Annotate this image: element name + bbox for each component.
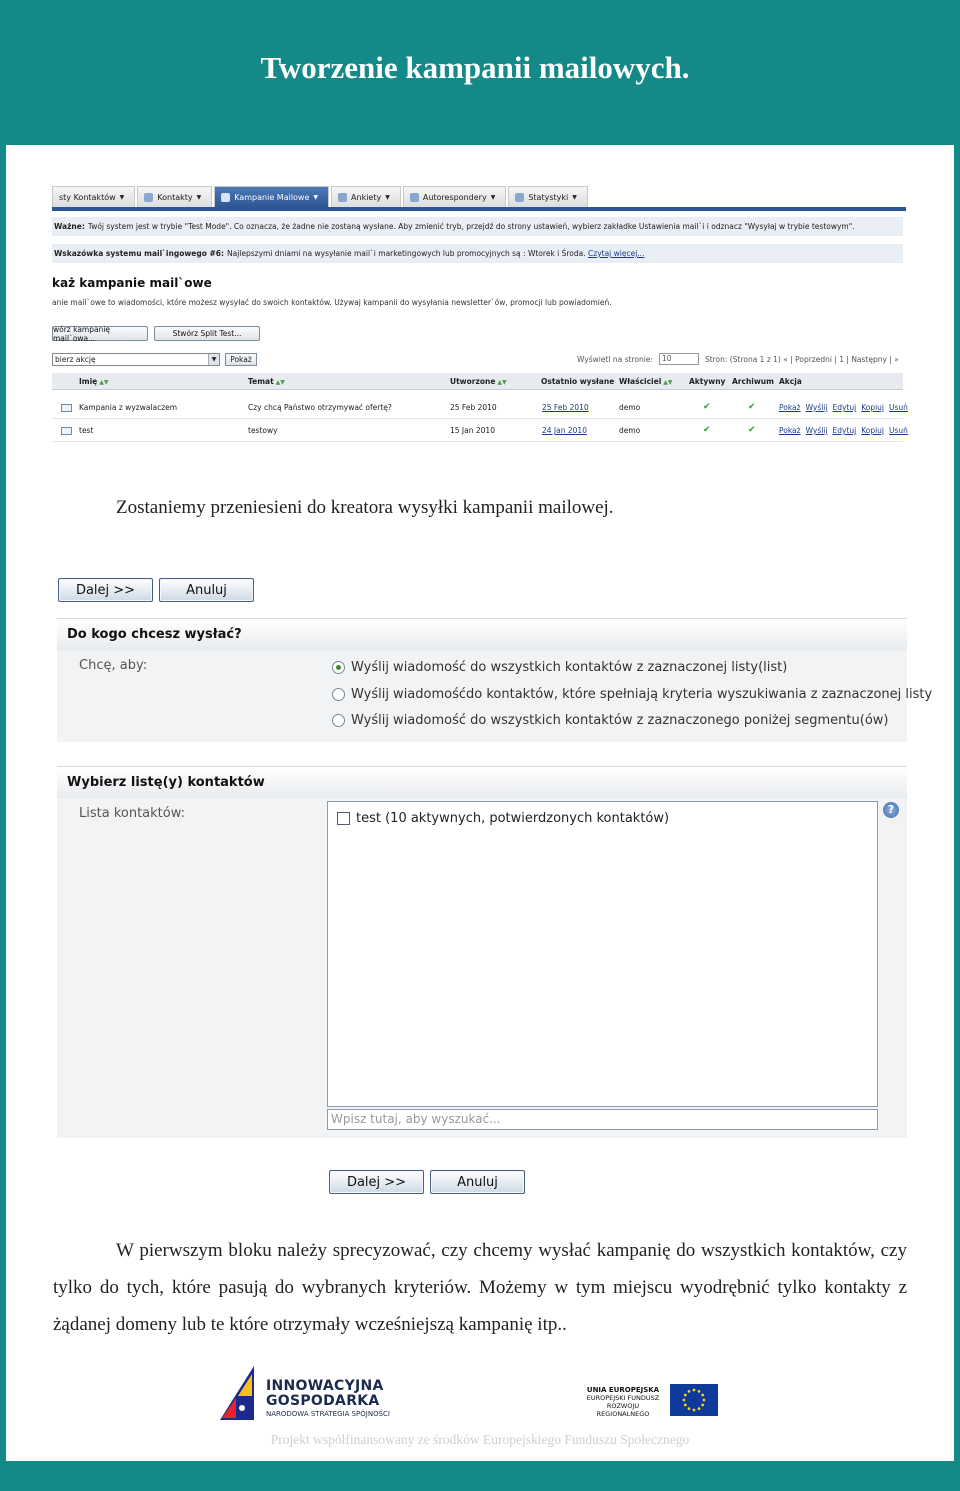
row-actions <box>779 419 908 442</box>
help-icon[interactable]: ? <box>883 802 899 818</box>
logo-line-1: INNOWACYJNA <box>266 1378 384 1394</box>
radio-send-segment[interactable] <box>332 713 889 728</box>
archive-check-icon[interactable]: ✔ <box>748 402 756 412</box>
tab-statistics[interactable] <box>508 186 588 208</box>
list-item[interactable] <box>337 811 669 826</box>
per-page-select[interactable]: 10 <box>659 353 699 365</box>
caret-down-icon: ▼ <box>119 194 125 201</box>
table-header <box>52 373 903 390</box>
delete-link[interactable]: Usuń <box>889 403 908 412</box>
sort-icon[interactable]: ▲▼ <box>99 379 109 386</box>
copy-link[interactable]: Kopiuj <box>861 403 885 412</box>
envelope-icon <box>61 404 72 412</box>
logo-line-2: GOSPODARKA <box>266 1393 380 1409</box>
last-sent-date[interactable]: 24 Jan 2010 <box>542 426 587 435</box>
column-header-owner[interactable] <box>619 373 673 391</box>
recipients-section-title: Do kogo chcesz wysłać? <box>57 618 907 650</box>
next-button-bottom[interactable]: Dalej >> <box>329 1170 424 1194</box>
caret-down-icon: ▼ <box>196 194 202 201</box>
column-header-created[interactable] <box>450 373 507 391</box>
sort-icon[interactable]: ▲▼ <box>663 379 673 386</box>
innovative-economy-mark-icon <box>218 1364 256 1422</box>
tip-text: Najlepszymi dniami na wysyłanie mail`i marketingowych lub promocyjnych są : Wtorek i Środa. <box>227 249 586 258</box>
tab-label: Kampanie Mailowe <box>234 193 310 202</box>
eu-fund-logo <box>582 1384 722 1416</box>
bulk-action-select[interactable] <box>52 353 220 366</box>
eu-line-1: UNIA EUROPEJSKA <box>586 1386 660 1394</box>
autoresponder-icon <box>410 193 419 202</box>
column-label: Właściciel <box>619 377 662 386</box>
column-label: Utworzone <box>450 377 496 386</box>
column-header-subject[interactable] <box>248 373 285 391</box>
tab-contact-lists[interactable] <box>52 186 135 208</box>
view-link[interactable]: Pokaż <box>779 426 801 435</box>
radio-button[interactable] <box>332 688 345 701</box>
sort-icon[interactable]: ▲▼ <box>275 379 285 386</box>
eu-star <box>698 1407 701 1410</box>
radio-button[interactable] <box>332 661 345 674</box>
list-checkbox[interactable] <box>337 812 350 825</box>
column-header-last-sent[interactable]: Ostatnio wysłane <box>541 377 615 386</box>
innovative-economy-logo <box>218 1364 408 1424</box>
eu-star <box>693 1389 696 1392</box>
eu-star <box>693 1409 696 1412</box>
eu-line-3: ROZWOJU REGIONALNEGO <box>596 1402 650 1418</box>
row-actions <box>779 396 908 419</box>
eu-star <box>701 1404 704 1407</box>
read-more-link[interactable]: Czytaj więcej... <box>588 249 645 258</box>
radio-label: Wyślij wiadomośćdo kontaktów, które spełniają kryteria wyszukiwania z zaznaczonej listy <box>351 687 933 702</box>
last-sent-date[interactable]: 25 Feb 2010 <box>542 403 589 412</box>
column-header-action: Akcja <box>779 377 802 386</box>
envelope-icon <box>61 427 72 435</box>
column-header-active[interactable]: Aktywny <box>689 377 726 386</box>
chart-icon <box>515 193 524 202</box>
edit-link[interactable]: Edytuj <box>832 426 857 435</box>
column-label: Imię <box>79 377 98 386</box>
caret-down-icon: ▼ <box>572 194 577 201</box>
tip-label: Wskazówka systemu mail`ingowego #6: <box>54 249 224 258</box>
eu-star <box>701 1394 704 1397</box>
main-tabs <box>52 186 906 208</box>
pagination[interactable]: Stron: (Strona 1 z 1) « | Poprzedni | 1 | Następny | » <box>704 354 899 364</box>
column-header-archive[interactable]: Archiwum <box>732 377 774 386</box>
radio-send-all[interactable] <box>332 660 787 675</box>
recipients-section <box>57 650 933 742</box>
table-row <box>52 396 908 419</box>
archive-check-icon[interactable]: ✔ <box>748 425 756 435</box>
tab-underline <box>52 207 906 211</box>
tab-label: Statystyki <box>528 193 569 202</box>
per-page-label: Wyświetl na stronie: <box>577 354 653 364</box>
owner: demo <box>619 403 641 412</box>
eu-text-block <box>582 1386 664 1418</box>
footer-text: Projekt współfinansowany ze środków Europejskiego Funduszu Społecznego <box>270 1432 690 1447</box>
created-date: 25 Feb 2010 <box>450 403 497 412</box>
cancel-button-bottom[interactable]: Anuluj <box>430 1170 525 1194</box>
tab-email-campaigns[interactable] <box>214 186 329 208</box>
radio-button[interactable] <box>332 714 345 727</box>
logo-line-3: NARODOWA STRATEGIA SPÓJNOŚCI <box>266 1410 390 1418</box>
cancel-button-top[interactable]: Anuluj <box>159 578 254 602</box>
radio-label: Wyślij wiadomość do wszystkich kontaktów z zaznaczonej listy(list) <box>351 660 788 675</box>
tab-autoresponders[interactable] <box>403 186 506 208</box>
page-title: Tworzenie kampanii mailowych. <box>260 50 690 85</box>
contact-list-label: Lista kontaktów: <box>79 806 186 821</box>
tab-contacts[interactable] <box>137 186 212 208</box>
chevron-down-icon: ▼ <box>208 354 219 365</box>
column-header-name[interactable] <box>79 373 109 391</box>
recipients-label: Chcę, aby: <box>79 658 148 673</box>
list-item-label: test (10 aktywnych, potwierdzonych kontaktów) <box>356 811 670 826</box>
form-icon <box>338 193 347 202</box>
envelope-icon <box>221 193 230 202</box>
campaigns-heading: każ kampanie mail`owe <box>52 276 212 290</box>
tab-label: Autorespondery <box>422 193 487 202</box>
active-check-icon[interactable]: ✔ <box>703 425 711 435</box>
create-split-test-button[interactable]: Stwórz Split Test... <box>154 326 260 341</box>
send-link[interactable]: Wyślij <box>805 403 828 412</box>
system-tip <box>52 244 903 263</box>
select-value: bierz akcję <box>55 355 96 364</box>
campaign-list-screenshot <box>52 180 906 444</box>
owner: demo <box>619 426 641 435</box>
table-row <box>52 419 908 442</box>
created-date: 15 Jan 2010 <box>450 426 495 435</box>
tab-label: Ankiety <box>351 193 382 202</box>
eu-star <box>703 1399 706 1402</box>
eu-line-2: EUROPEJSKI FUNDUSZ <box>586 1394 660 1402</box>
notice-text: Twój system jest w trybie "Test Mode". Co oznacza, że żadne nie zostaną wysłane. Aby zmienić tryb, przejdź do strony ustawień, wybierz zakładke Ustawienia mail`i i odznacz "Wysyłaj w trybie testowym". <box>87 222 855 231</box>
campaigns-description: anie mail`owe to wiadomości, które możesz wysyłać do swoich kontaktów. Używaj kampanii do wysyłania newsletter`ów, promocji lub powiadomień. <box>52 298 612 307</box>
explanation-paragraph: W pierwszym bloku należy sprecyzować, czy chcemy wysłać kampanię do wszystkich kontaktów, czy tylko do tych, które pasują do wybranych kryteriów. Możemy w tym miejscu wyodrębnić tylko kontakty z żądanej domeny lub te które otrzymały wcześniejszą kampanię itp.. <box>53 1240 907 1335</box>
caret-down-icon: ▼ <box>385 194 390 201</box>
radio-label: Wyślij wiadomość do wszystkich kontaktów z zaznaczonego poniżej segmentu(ów) <box>351 713 889 728</box>
caret-down-icon: ▼ <box>490 194 496 201</box>
view-link[interactable]: Pokaż <box>779 403 801 412</box>
intro-paragraph: Zostaniemy przeniesieni do kreatora wysyłki kampanii mailowej. <box>116 497 614 518</box>
per-page-control <box>577 353 899 365</box>
list-search-input[interactable]: Wpisz tutaj, aby wyszukać... <box>327 1109 878 1130</box>
next-button-top[interactable]: Dalej >> <box>58 578 153 602</box>
contact-list-section <box>57 798 907 1138</box>
footer-band <box>0 1461 960 1491</box>
copy-link[interactable]: Kopiuj <box>861 426 885 435</box>
people-icon <box>144 193 153 202</box>
tab-label: sty Kontaktów <box>59 193 116 202</box>
notice-label: Ważne: <box>54 222 85 231</box>
active-check-icon[interactable]: ✔ <box>703 402 711 412</box>
tab-label: Kontakty <box>157 193 193 202</box>
caret-down-icon: ▼ <box>313 194 319 201</box>
radio-send-criteria[interactable] <box>332 687 932 702</box>
eu-star <box>684 1404 687 1407</box>
test-mode-notice <box>52 217 903 236</box>
send-link[interactable]: Wyślij <box>805 426 828 435</box>
tab-surveys[interactable] <box>331 186 401 208</box>
delete-link[interactable]: Usuń <box>889 426 908 435</box>
eu-star <box>683 1399 686 1402</box>
create-campaign-button[interactable]: wórz kampanię mail`owa... <box>52 326 148 341</box>
show-button[interactable]: Pokaż <box>225 353 257 366</box>
campaign-name[interactable]: Kampania z wyzwalaczem <box>79 403 178 412</box>
eu-star <box>688 1390 691 1393</box>
campaign-subject: testowy <box>248 426 278 435</box>
campaign-name[interactable]: test <box>79 426 94 435</box>
contact-list-box[interactable] <box>327 801 878 1107</box>
edit-link[interactable]: Edytuj <box>832 403 857 412</box>
eu-star <box>688 1407 691 1410</box>
sort-icon[interactable]: ▲▼ <box>497 379 507 386</box>
eu-flag-icon <box>670 1384 718 1416</box>
contact-list-section-title: Wybierz listę(y) kontaktów <box>57 766 907 798</box>
campaign-subject: Czy chcą Państwo otrzymywać ofertę? <box>248 403 392 412</box>
column-label: Temat <box>248 377 274 386</box>
eu-star <box>698 1390 701 1393</box>
eu-star <box>684 1394 687 1397</box>
